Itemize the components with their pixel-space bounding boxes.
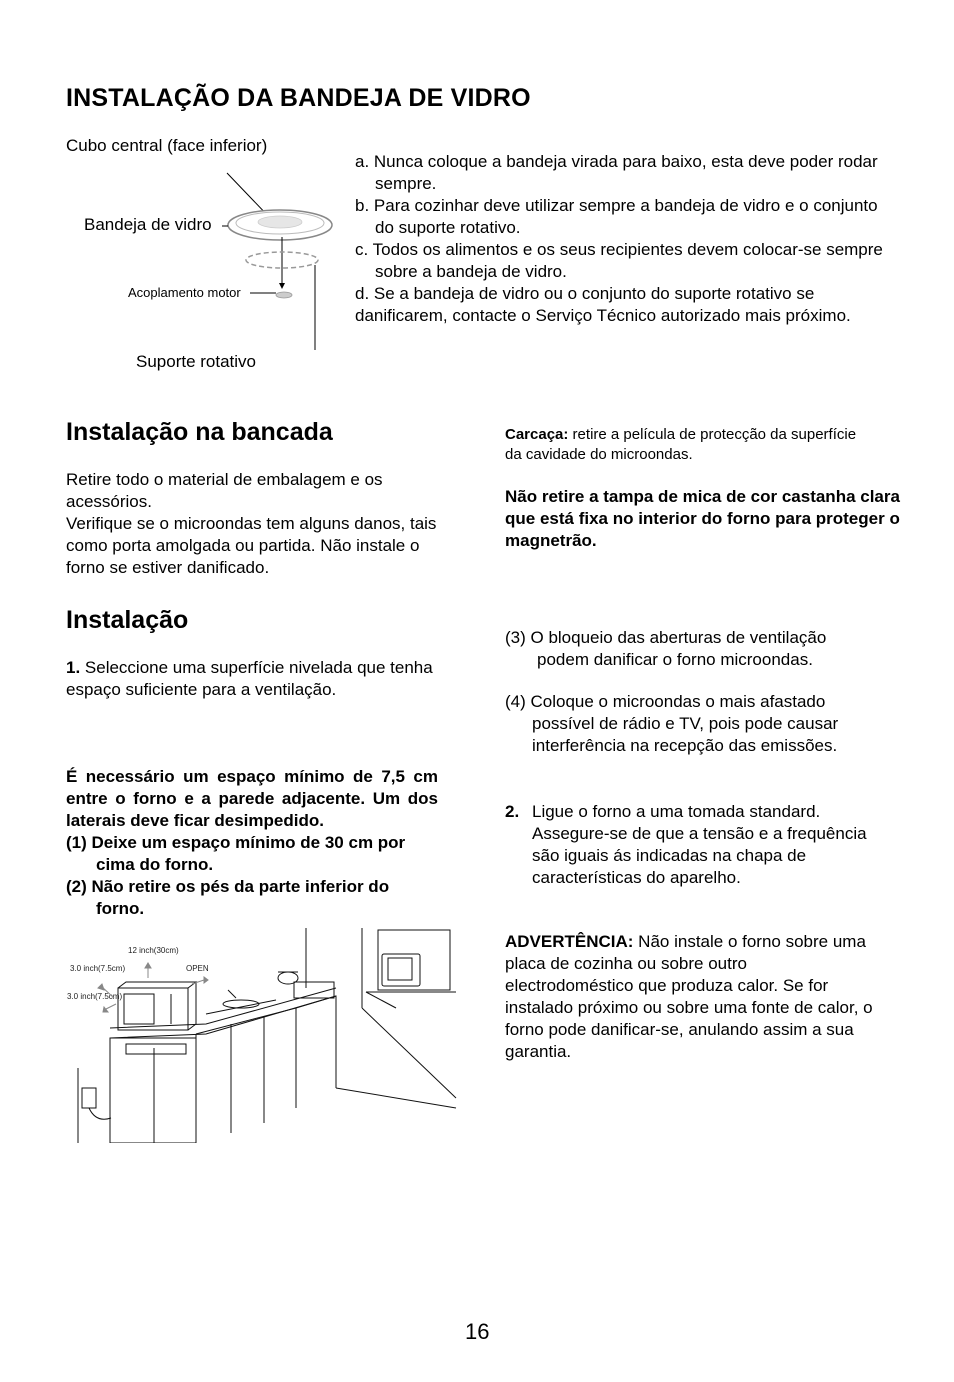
step2-text: Ligue o forno a uma tomada standard. Assegure-se de que a tensão e a frequência são iguais ás indicadas na chapa de características do aparelho. — [532, 802, 867, 887]
label-support: Suporte rotativo — [136, 352, 257, 371]
step2-number: 2. — [505, 802, 520, 821]
coupling-shape — [276, 292, 292, 298]
page-title: INSTALAÇÃO DA BANDEJA DE VIDRO — [66, 84, 531, 112]
warning-block — [505, 931, 875, 1063]
label-hub: Cubo central (face inferior) — [66, 136, 268, 155]
step-2 — [505, 801, 875, 889]
label-clearance-side-2: 3.0 inch(7.5cm) — [67, 992, 123, 1001]
step1-number: 1. — [66, 658, 81, 677]
page-number: 16 — [465, 1319, 490, 1344]
install-step-1 — [66, 657, 436, 701]
carcass-text: retire a película de protecção da superfície da cavidade do microondas. — [505, 426, 857, 463]
tray-note-a: a. Nunca coloque a bandeja virada para baixo, esta deve poder rodar sempre. — [355, 152, 878, 193]
warning-label: ADVERTÊNCIA: — [505, 932, 634, 951]
tray-diagram — [180, 165, 350, 355]
kitchen-diagram — [66, 928, 461, 1143]
space-requirement: É necessário um espaço mínimo de 7,5 cm entre o forno e a parede adjacente. Um dos laterais deve ficar desimpedido. — [66, 767, 438, 830]
item-3: (3) O bloqueio das aberturas de ventilação podem danificar o forno microondas. — [505, 628, 827, 669]
tray-note-c: c. Todos os alimentos e os seus recipientes devem colocar-se sempre sobre a bandeja de vidro. — [355, 240, 883, 281]
tray-note-b: b. Para cozinhar deve utilizar sempre a bandeja de vidro e o conjunto do suporte rotativo. — [355, 196, 878, 237]
install-heading: Instalação — [66, 606, 189, 634]
bench-text — [66, 469, 446, 579]
bench-para-2: Verifique se o microondas tem alguns danos, tais como porta amolgada ou partida. Não instale o forno se estiver danificado. — [66, 514, 437, 577]
bench-para-1: Retire todo o material de embalagem e os acessórios. — [66, 470, 383, 511]
label-tray: Bandeja de vidro — [84, 215, 212, 234]
label-clearance-top: 12 inch(30cm) — [128, 946, 179, 955]
requirement-2: (2) Não retire os pés da parte inferior do forno. — [66, 877, 390, 918]
pot-shape — [278, 972, 298, 984]
bench-heading: Instalação na bancada — [66, 418, 333, 446]
step1-text: Seleccione uma superfície nivelada que tenha espaço suficiente para a ventilação. — [66, 658, 433, 699]
carcass-label: Carcaça: — [505, 426, 569, 443]
label-clearance-side-1: 3.0 inch(7.5cm) — [70, 964, 126, 973]
install-requirements — [66, 832, 438, 920]
carcass-note — [505, 425, 865, 465]
label-coupling: Acoplamento motor — [128, 285, 241, 300]
carcass-warning: Não retire a tampa de mica de cor castanha clara que está fixa no interior do forno para proteger o magnetrão. — [505, 487, 900, 550]
item-4: (4) Coloque o microondas o mais afastado possível de rádio e TV, pois pode causar interferência na recepção das emissões. — [505, 692, 839, 755]
tray-notes — [355, 151, 900, 327]
label-open: OPEN — [186, 964, 209, 973]
requirement-1: (1) Deixe um espaço mínimo de 30 cm por cima do forno. — [66, 833, 406, 874]
warning-text: Não instale o forno sobre uma placa de cozinha ou sobre outro electrodoméstico que produza calor. Se for instalado próximo ou sobre uma fonte de calor, o forno pode danificar-se, anulando assim a sua garantia. — [505, 932, 873, 1061]
tray-note-d: d. Se a bandeja de vidro ou o conjunto do suporte rotativo se danificarem, contacte o Serviço Técnico autorizado mais próximo. — [355, 284, 851, 325]
